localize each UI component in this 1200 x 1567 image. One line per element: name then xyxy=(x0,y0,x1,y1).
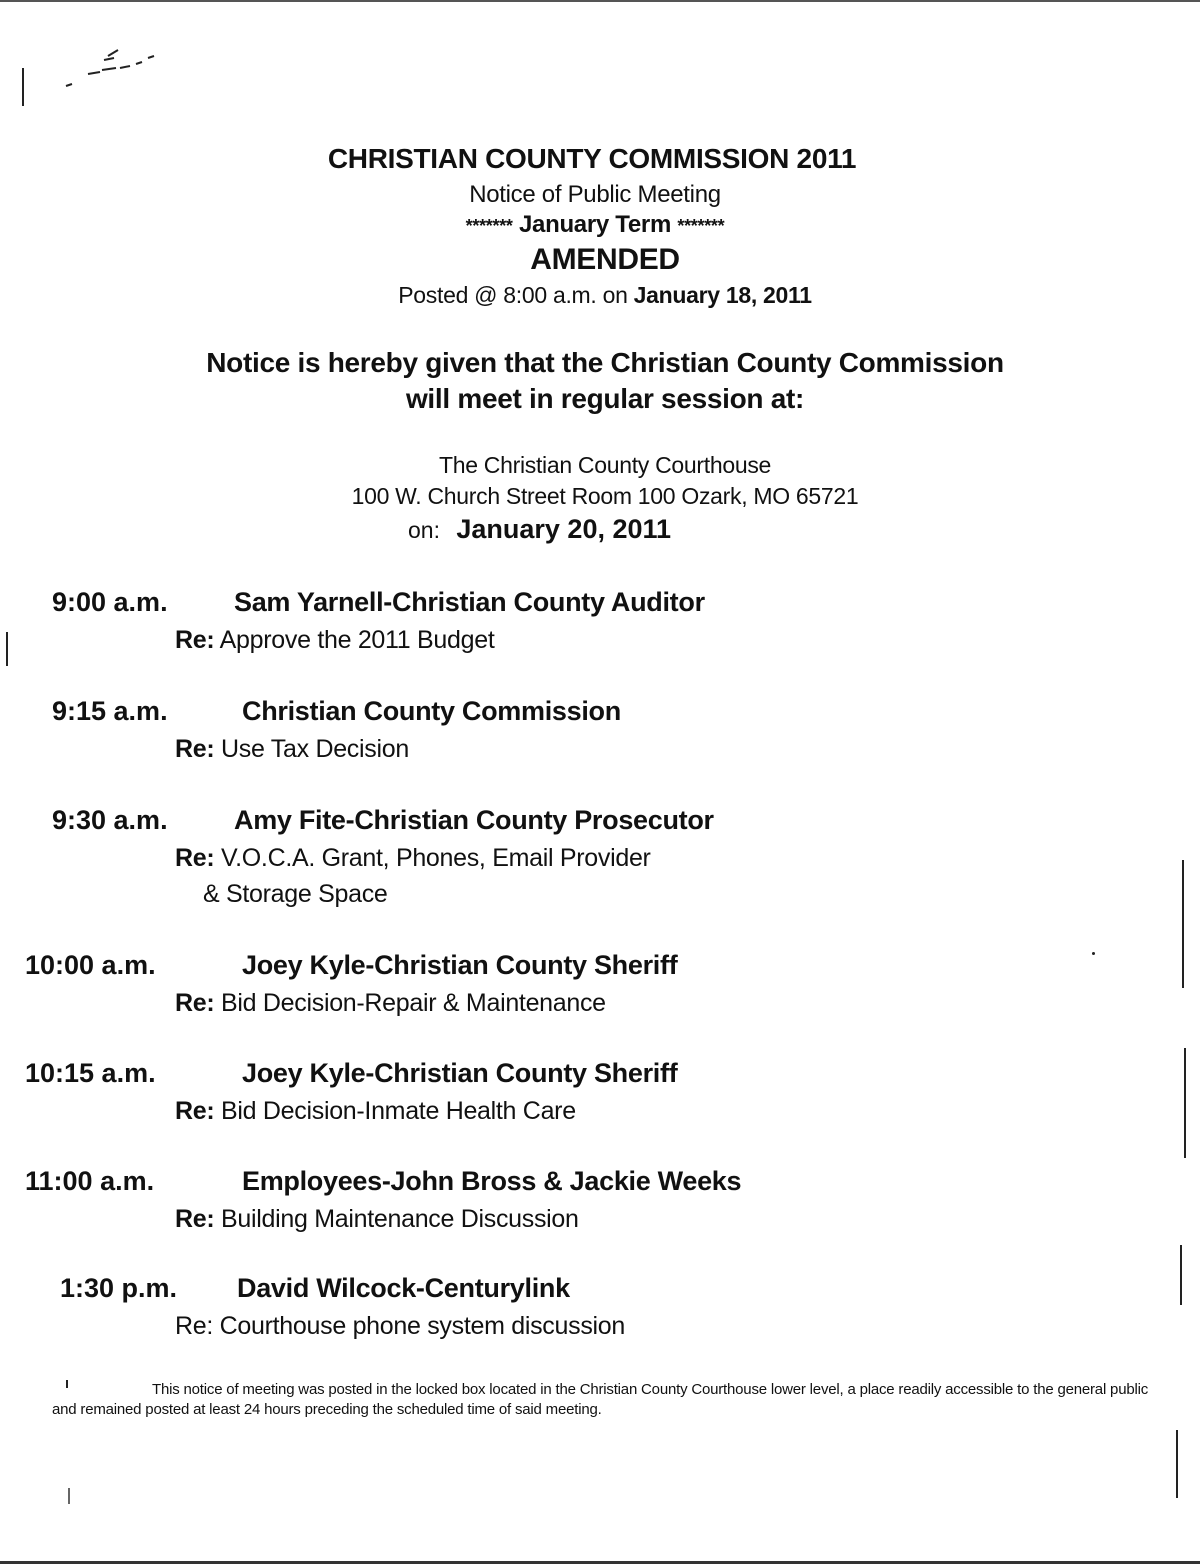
agenda-time: 10:00 a.m. xyxy=(25,950,156,980)
scan-mark-right xyxy=(1176,1430,1178,1498)
agenda-topic-continued: & Storage Space xyxy=(203,880,388,908)
posted-prefix: Posted @ 8:00 a.m. on xyxy=(398,282,628,308)
agenda-topic xyxy=(175,1093,576,1129)
agenda-topic xyxy=(175,731,409,767)
scan-dot xyxy=(1092,952,1095,955)
agenda-topic-text: V.O.C.A. Grant, Phones, Email Provider xyxy=(221,844,651,872)
scan-border-bottom xyxy=(0,1561,1200,1564)
scan-mark-left xyxy=(22,68,24,106)
re-label: Re: xyxy=(175,844,215,872)
re-label: Re: xyxy=(175,626,215,654)
document-title: CHRISTIAN COUNTY COMMISSION 2011 xyxy=(327,143,857,174)
agenda-presenter: Joey Kyle-Christian County Sheriff xyxy=(242,1058,678,1088)
agenda-topic xyxy=(175,622,494,658)
re-label: Re: xyxy=(175,1312,214,1340)
agenda-time: 9:00 a.m. xyxy=(52,587,168,617)
scan-mark-right xyxy=(1182,860,1184,988)
notice-line-2: will meet in regular session at: xyxy=(405,383,805,414)
scan-mark-footer xyxy=(68,1488,70,1504)
notice-statement xyxy=(5,345,1200,417)
meeting-date-line xyxy=(408,514,671,545)
agenda-topic-text: Building Maintenance Discussion xyxy=(221,1205,579,1233)
agenda-presenter: Joey Kyle-Christian County Sheriff xyxy=(242,950,678,980)
scan-mark-footer xyxy=(66,1380,68,1388)
location-address: 100 W. Church Street Room 100 Ozark, MO 65721 xyxy=(351,483,859,509)
amended-label: AMENDED xyxy=(530,243,680,276)
re-label: Re: xyxy=(175,1205,215,1233)
agenda-topic-text: Courthouse phone system discussion xyxy=(219,1312,625,1340)
agenda-presenter: Christian County Commission xyxy=(242,696,621,726)
scan-scribble xyxy=(58,44,168,94)
agenda-presenter: Employees-John Bross & Jackie Weeks xyxy=(242,1166,742,1196)
agenda-topic-text: Approve the 2011 Budget xyxy=(219,626,495,654)
scan-mark-right xyxy=(1180,1245,1182,1305)
agenda-topic-text: Use Tax Decision xyxy=(221,735,409,763)
document-subtitle: Notice of Public Meeting xyxy=(469,181,721,208)
term-label: January Term xyxy=(518,211,672,238)
agenda-presenter: David Wilcock-Centurylink xyxy=(237,1273,570,1303)
meeting-date-label: on: xyxy=(408,517,440,543)
agenda-time: 10:15 a.m. xyxy=(25,1058,156,1088)
agenda-time: 9:15 a.m. xyxy=(52,696,168,726)
scan-border-top xyxy=(0,0,1200,2)
scan-mark-right xyxy=(1184,1048,1186,1158)
re-label: Re: xyxy=(175,735,215,763)
agenda-presenter: Sam Yarnell-Christian County Auditor xyxy=(234,587,705,617)
meeting-date: January 20, 2011 xyxy=(456,514,672,544)
re-label: Re: xyxy=(175,989,215,1017)
posted-date: January 18, 2011 xyxy=(633,282,812,308)
agenda-topic xyxy=(175,840,651,876)
meeting-term xyxy=(0,211,1195,239)
agenda-topic-text: Bid Decision-Inmate Health Care xyxy=(221,1097,576,1125)
agenda-topic-text: Bid Decision-Repair & Maintenance xyxy=(221,989,606,1017)
posting-certification: This notice of meeting was posted in the locked box located in the Christian County Courthouse lower level, a place readily accessible to the general public and remained posted at least 24 hours preceding the scheduled time of said meeting. xyxy=(52,1381,1149,1418)
scan-mark-left xyxy=(6,632,8,666)
term-stars-right: ******* xyxy=(677,216,725,236)
agenda-time: 11:00 a.m. xyxy=(25,1166,155,1196)
agenda-topic xyxy=(175,1308,625,1344)
agenda-topic xyxy=(175,985,606,1021)
posted-line xyxy=(5,282,1200,309)
agenda-time: 1:30 p.m. xyxy=(60,1273,178,1303)
term-stars-left: ******* xyxy=(465,216,513,236)
agenda-presenter: Amy Fite-Christian County Prosecutor xyxy=(234,805,714,835)
agenda-time: 9:30 a.m. xyxy=(52,805,168,835)
location-name: The Christian County Courthouse xyxy=(438,452,772,478)
re-label: Re: xyxy=(175,1097,215,1125)
notice-line-1: Notice is hereby given that the Christian County Commission xyxy=(206,347,1004,378)
agenda-topic xyxy=(175,1201,579,1237)
